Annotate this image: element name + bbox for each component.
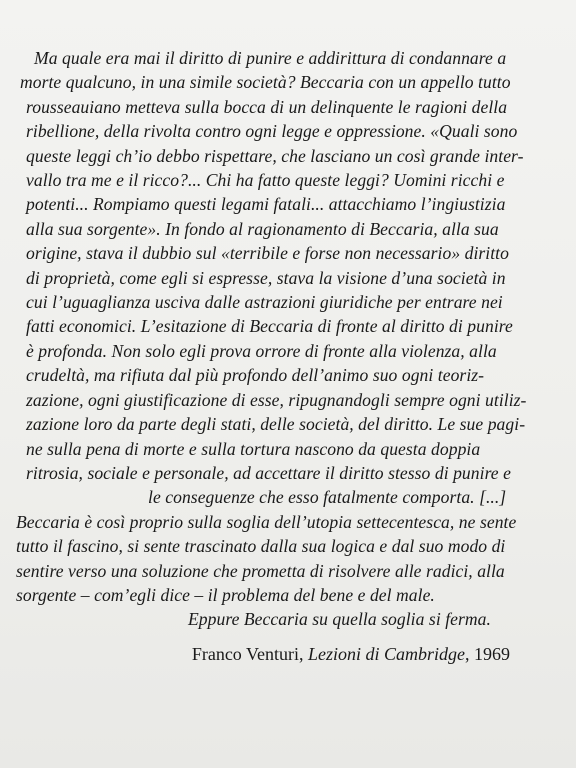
attribution-author: Franco Venturi, [191,644,304,664]
passage-line: sentire verso una soluzione che prometta di risolvere alle radici, alla [16,560,505,581]
passage-line: tutto il fascino, si sente trascinato dalla sua logica e dal suo modo di [16,536,506,557]
passage-line: fatti economici. L’esitazione di Beccaria di fronte al diritto di punire [26,316,513,337]
passage-line: ritrosia, sociale e personale, ad accettare il diritto stesso di punire e [26,462,511,483]
passage-line: rousseauiano metteva sulla bocca di un delinquente le ragioni della [26,96,508,117]
quote-passage [16,46,544,632]
attribution-book-title: Lezioni di Cambridge [307,644,465,664]
passage-line: ribellione, della rivolta contro ogni legge e oppressione. «Quali sono [26,121,518,142]
passage-line: è profonda. Non solo egli prova orrore di fronte alla violenza, alla [26,340,497,361]
passage-line: morte qualcuno, in una simile società? Beccaria con un appello tutto [20,72,511,93]
passage-line: vallo tra me e il ricco?... Chi ha fatto queste leggi? Uomini ricchi e [26,170,505,191]
passage-line: Beccaria è così proprio sulla soglia dell’utopia settecentesca, ne sente [16,511,517,532]
passage-line: alla sua sorgente». In fondo al ragionamento di Beccaria, alla sua [26,218,499,239]
passage-line: potenti... Rompiamo questi legami fatali... attacchiamo l’ingiustizia [26,194,506,215]
passage-line: crudeltà, ma rifiuta dal più profondo dell’animo suo ogni teoriz- [26,365,485,386]
bleed-through-text [368,6,568,22]
passage-line: zazione loro da parte degli stati, delle società, del diritto. Le sue pagi- [26,414,526,435]
passage-line: origine, stava il dubbio sul «terribile e forse non necessario» diritto [26,243,509,264]
attribution [192,644,510,665]
passage-line: cui l’uguaglianza usciva dalle astrazioni giuridiche per entrare nei [26,292,503,313]
passage-line: queste leggi ch’io debbo rispettare, che lasciano un così grande inter- [26,145,524,166]
attribution-year: , 1969 [465,644,510,664]
passage-line: sorgente – com’egli dice – il problema del bene e del male. [16,584,435,605]
passage-line: di proprietà, come egli si espresse, stava la visione d’una società in [26,267,506,288]
passage-line: Eppure Beccaria su quella soglia si ferma. [188,609,491,630]
passage-line: zazione, ogni giustificazione di esse, ripugnandogli sempre ogni utiliz- [26,389,527,410]
bleed-through-line [368,6,568,22]
passage-line: Ma quale era mai il diritto di punire e addirittura di condannare a [34,48,507,68]
passage-line: le conseguenze che esso fatalmente comporta. [...] [148,487,507,508]
passage-line: ne sulla pena di morte e sulla tortura nascono da questa doppia [26,438,481,459]
